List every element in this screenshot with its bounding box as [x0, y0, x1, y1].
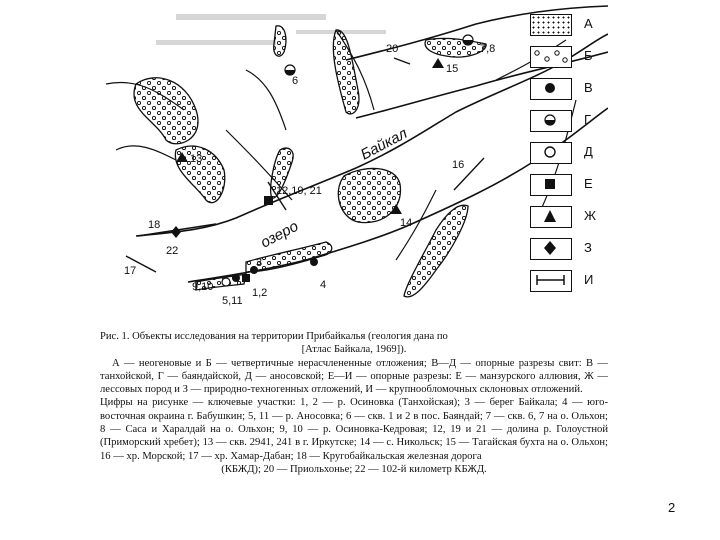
- square-symbol: [242, 274, 250, 282]
- caption-paragraph-sites-end: (КБЖД); 20 — Приольхонье; 22 — 102-й километр КБЖД.: [221, 463, 487, 475]
- site-label: 15: [446, 63, 459, 75]
- site-label: 3: [256, 257, 263, 269]
- legend-letter: Ж: [584, 208, 597, 223]
- legend-swatch-quaternary: [530, 46, 572, 68]
- bar-symbol: [394, 58, 410, 64]
- site-label: 22: [166, 245, 179, 257]
- legend-row-a: [530, 12, 610, 36]
- legend-row-v: [530, 76, 610, 100]
- legend-swatch-open-circle: [530, 142, 572, 164]
- triangle-symbol: [432, 58, 444, 68]
- square-symbol: [264, 196, 273, 205]
- legend-swatch-filled-square: [530, 174, 572, 196]
- legend-row-g: [530, 108, 610, 132]
- caption-title-line2: [Атлас Байкала, 1969]).: [301, 344, 407, 356]
- legend-swatch-bar: [530, 270, 572, 292]
- site-label: 14: [400, 217, 413, 229]
- legend-row-e: [530, 172, 610, 196]
- legend-row-zh: [530, 204, 610, 228]
- legend-letter: Е: [584, 176, 593, 191]
- scan-artifacts: [156, 14, 386, 45]
- site-label: 12,19, 21: [276, 185, 322, 197]
- site-label: 1,2: [252, 287, 268, 299]
- site-label: 17: [124, 265, 137, 277]
- legend-swatch-neogene: [530, 14, 572, 36]
- legend-row-d: [530, 140, 610, 164]
- legend-row-b: [530, 44, 610, 68]
- site-label: 16: [452, 159, 465, 171]
- caption-paragraph-sites: Цифры на рисунке — ключевые участки: 1, 2 — р. Осиновка (Танхойская); 3 — берег Байкала; 4 — юго-восточная окраина г. Бабушкин; 5, 11 — р. Аносовка; 6 — скв. 1 и 2 в пос. Баяндай; 7 — скв. 6, 7 на о. Ольхон; 8 — Саса и Харалдай на о. Ольхон; 9, 10 — р. Осиновка-Кедровая; 12, 19 и 21 — долина р. Голоустной (Приморский хребет); 13 — скв. 2941, 241 в г. Иркутске; 14 — с. Никольск; 15 — Тагайская бухта на о. Ольхон; 16 — хр. Морской; 17 — хр. Хамар-Дабан; 18 — Кругобайкальская железная дорога: [100, 397, 608, 462]
- figure-caption: [100, 330, 608, 476]
- caption-paragraph-legend: А — неогеновые и Б — четвертичные нерасчлененные отложения; В—Д — опорные разрезы свит: В — танхойской, Г — баяндайской, Д — аносовской; Е—И — опорные разрезы: Е — манзурского аллювия, Ж — лессовых пород и З — природно-техногенных отложений, И — крупнообломочных склоновых отложений.: [100, 357, 608, 396]
- legend-letter: З: [584, 240, 592, 255]
- site-label: 20: [386, 43, 399, 55]
- open-circle-symbol: [222, 278, 230, 286]
- legend-swatch-half-circle: [530, 110, 572, 132]
- diamond-symbol: [171, 226, 181, 238]
- page-number: 2: [668, 500, 676, 515]
- site-label: 4: [320, 279, 327, 291]
- legend-row-i: [530, 268, 610, 292]
- legend-swatch-filled-circle: [530, 78, 572, 100]
- legend-swatch-triangle: [530, 206, 572, 228]
- site-label: 13: [190, 153, 203, 165]
- caption-title-line1: Рис. 1. Объекты исследования на территории Прибайкалья (геология дана по: [100, 331, 448, 342]
- site-label: 5,11: [222, 295, 243, 307]
- lake-name-baikal: Байкал: [357, 124, 411, 164]
- site-label: 7,8: [480, 43, 496, 55]
- legend-row-z: [530, 236, 610, 260]
- filled-circle-symbol: [310, 258, 318, 266]
- lake-name-ozero: озеро: [257, 217, 302, 252]
- legend-letter: Б: [584, 48, 593, 63]
- legend-letter: И: [584, 272, 594, 287]
- legend-letter: А: [584, 16, 593, 31]
- site-label: 6: [292, 75, 299, 87]
- legend-swatch-diamond: [530, 238, 572, 260]
- legend-letter: Д: [584, 144, 593, 159]
- site-labels: [124, 43, 495, 307]
- filled-circle-symbol: [232, 274, 240, 282]
- site-label: 18: [148, 219, 161, 231]
- legend-letter: Г: [584, 112, 592, 127]
- site-label: 9,10: [192, 281, 214, 293]
- legend-letter: В: [584, 80, 593, 95]
